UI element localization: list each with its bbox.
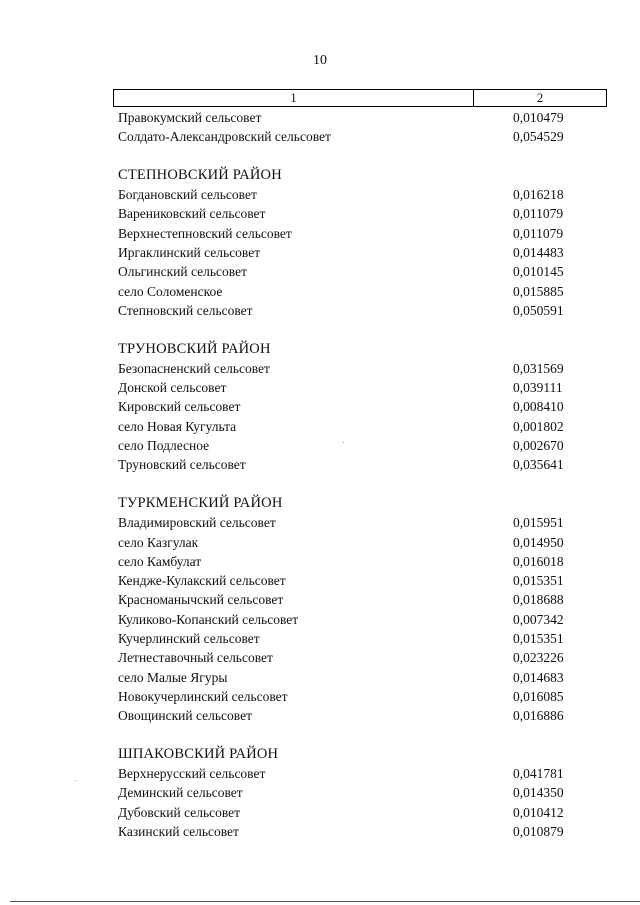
table-row — [118, 571, 608, 590]
table-row — [118, 436, 608, 455]
coefficient-value: 0,014683 — [513, 669, 564, 685]
table-row — [118, 185, 608, 204]
table-row — [118, 513, 608, 532]
settlement-name: Летнеставочный сельсовет — [118, 650, 273, 666]
settlement-name: Солдато-Александровский сельсовет — [118, 129, 331, 145]
section-spacer — [118, 475, 608, 494]
coefficient-value: 0,015351 — [513, 631, 564, 647]
table-row — [118, 706, 608, 725]
coefficient-value: 0,007342 — [513, 611, 564, 627]
district-heading — [118, 166, 608, 185]
table-row — [118, 127, 608, 146]
settlement-name: село Малые Ягуры — [118, 669, 228, 685]
settlement-name: Ольгинский сельсовет — [118, 264, 247, 280]
settlement-name: Труновский сельсовет — [118, 457, 246, 473]
settlement-name: Дубовский сельсовет — [118, 804, 241, 820]
settlement-name: Степновский сельсовет — [118, 302, 253, 318]
table-row — [118, 224, 608, 243]
district-title: ТРУНОВСКИЙ РАЙОН — [118, 340, 271, 357]
coefficient-value: 0,016886 — [513, 708, 564, 724]
coefficient-value: 0,014950 — [513, 534, 564, 550]
coefficient-value: 0,015351 — [513, 573, 564, 589]
table-row — [118, 359, 608, 378]
settlement-name: Овощинский сельсовет — [118, 708, 252, 724]
table-row — [118, 552, 608, 571]
settlement-name: село Новая Кугульта — [118, 418, 237, 434]
coefficient-value: 0,041781 — [513, 766, 564, 782]
settlement-name: Донской сельсовет — [118, 380, 227, 396]
table-row — [118, 533, 608, 552]
table-row — [118, 282, 608, 301]
settlement-name: Казинский сельсовет — [118, 823, 239, 839]
settlement-name: Верхнерусский сельсовет — [118, 766, 266, 782]
bottom-rule — [10, 901, 640, 902]
table-row — [118, 648, 608, 667]
coefficient-value: 0,010145 — [513, 264, 564, 280]
table-row — [118, 301, 608, 320]
settlement-name: Куликово-Копанский сельсовет — [118, 611, 299, 627]
coefficient-value: 0,018688 — [513, 592, 564, 608]
table-row — [118, 378, 608, 397]
coefficient-value: 0,016018 — [513, 553, 564, 569]
table-row — [118, 204, 608, 223]
section-spacer — [118, 147, 608, 166]
coefficient-value: 0,016085 — [513, 688, 564, 704]
coefficient-value: 0,014350 — [513, 785, 564, 801]
table-row — [118, 243, 608, 262]
coefficient-value: 0,016218 — [513, 187, 564, 203]
column-header-1: 1 — [114, 90, 474, 106]
coefficient-value: 0,015885 — [513, 283, 564, 299]
settlement-name: Кировский сельсовет — [118, 399, 241, 415]
table-row — [118, 397, 608, 416]
table-row — [118, 668, 608, 687]
coefficient-value: 0,014483 — [513, 245, 564, 261]
settlement-name: село Камбулат — [118, 553, 202, 569]
table-row — [118, 610, 608, 629]
settlement-name: Правокумский сельсовет — [118, 110, 262, 125]
settlement-name: Кучерлинский сельсовет — [118, 631, 260, 647]
district-title: ШПАКОВСКИЙ РАЙОН — [118, 745, 279, 762]
district-heading — [118, 745, 608, 764]
table-row — [118, 764, 608, 783]
scan-speck — [75, 780, 76, 781]
section-spacer — [118, 320, 608, 339]
coefficient-value: 0,035641 — [513, 457, 564, 473]
settlement-name: Красноманычский сельсовет — [118, 592, 284, 608]
table-row — [118, 687, 608, 706]
settlement-name: Варениковский сельсовет — [118, 206, 266, 222]
table-row — [118, 262, 608, 281]
coefficient-value: 0,010879 — [513, 823, 564, 839]
page-number: 10 — [313, 53, 327, 68]
district-title: СТЕПНОВСКИЙ РАЙОН — [118, 166, 282, 183]
coefficient-value: 0,001802 — [513, 418, 564, 434]
table-row — [118, 803, 608, 822]
table-row — [118, 629, 608, 648]
table-row — [118, 108, 608, 127]
settlement-name: Новокучерлинский сельсовет — [118, 688, 288, 704]
coefficient-value: 0,015951 — [513, 515, 564, 531]
table-row — [118, 417, 608, 436]
coefficient-value: 0,023226 — [513, 650, 564, 666]
table-row — [118, 455, 608, 474]
district-title: ТУРКМЕНСКИЙ РАЙОН — [118, 494, 283, 511]
coefficient-value: 0,050591 — [513, 302, 564, 318]
settlement-name: село Казгулак — [118, 534, 199, 550]
table-header — [113, 89, 607, 107]
district-heading — [118, 340, 608, 359]
district-heading — [118, 494, 608, 513]
table-row — [118, 783, 608, 802]
coefficient-value: 0,008410 — [513, 399, 564, 415]
coefficient-value: 0,039111 — [513, 380, 563, 396]
scan-speck — [343, 442, 344, 443]
coefficient-value: 0,011079 — [513, 225, 564, 241]
coefficient-value: 0,031569 — [513, 360, 564, 376]
table-body — [118, 108, 608, 841]
coefficient-value: 0,010479 — [513, 110, 564, 125]
column-header-2: 2 — [536, 90, 544, 105]
settlement-name: село Соломенское — [118, 283, 223, 299]
settlement-name: Верхнестепновский сельсовет — [118, 225, 292, 241]
settlement-name: село Подлесное — [118, 438, 210, 454]
coefficient-value: 0,011079 — [513, 206, 564, 222]
coefficient-value: 0,002670 — [513, 438, 564, 454]
table-row — [118, 590, 608, 609]
coefficient-value: 0,010412 — [513, 804, 564, 820]
settlement-name: Безопасненский сельсовет — [118, 360, 270, 376]
section-spacer — [118, 726, 608, 745]
settlement-name: Кендже-Кулакский сельсовет — [118, 573, 286, 589]
settlement-name: Деминский сельсовет — [118, 785, 243, 801]
settlement-name: Иргаклинский сельсовет — [118, 245, 261, 261]
table-row — [118, 822, 608, 841]
coefficient-value: 0,054529 — [513, 129, 564, 145]
settlement-name: Владимировский сельсовет — [118, 515, 276, 531]
settlement-name: Богдановский сельсовет — [118, 187, 257, 203]
